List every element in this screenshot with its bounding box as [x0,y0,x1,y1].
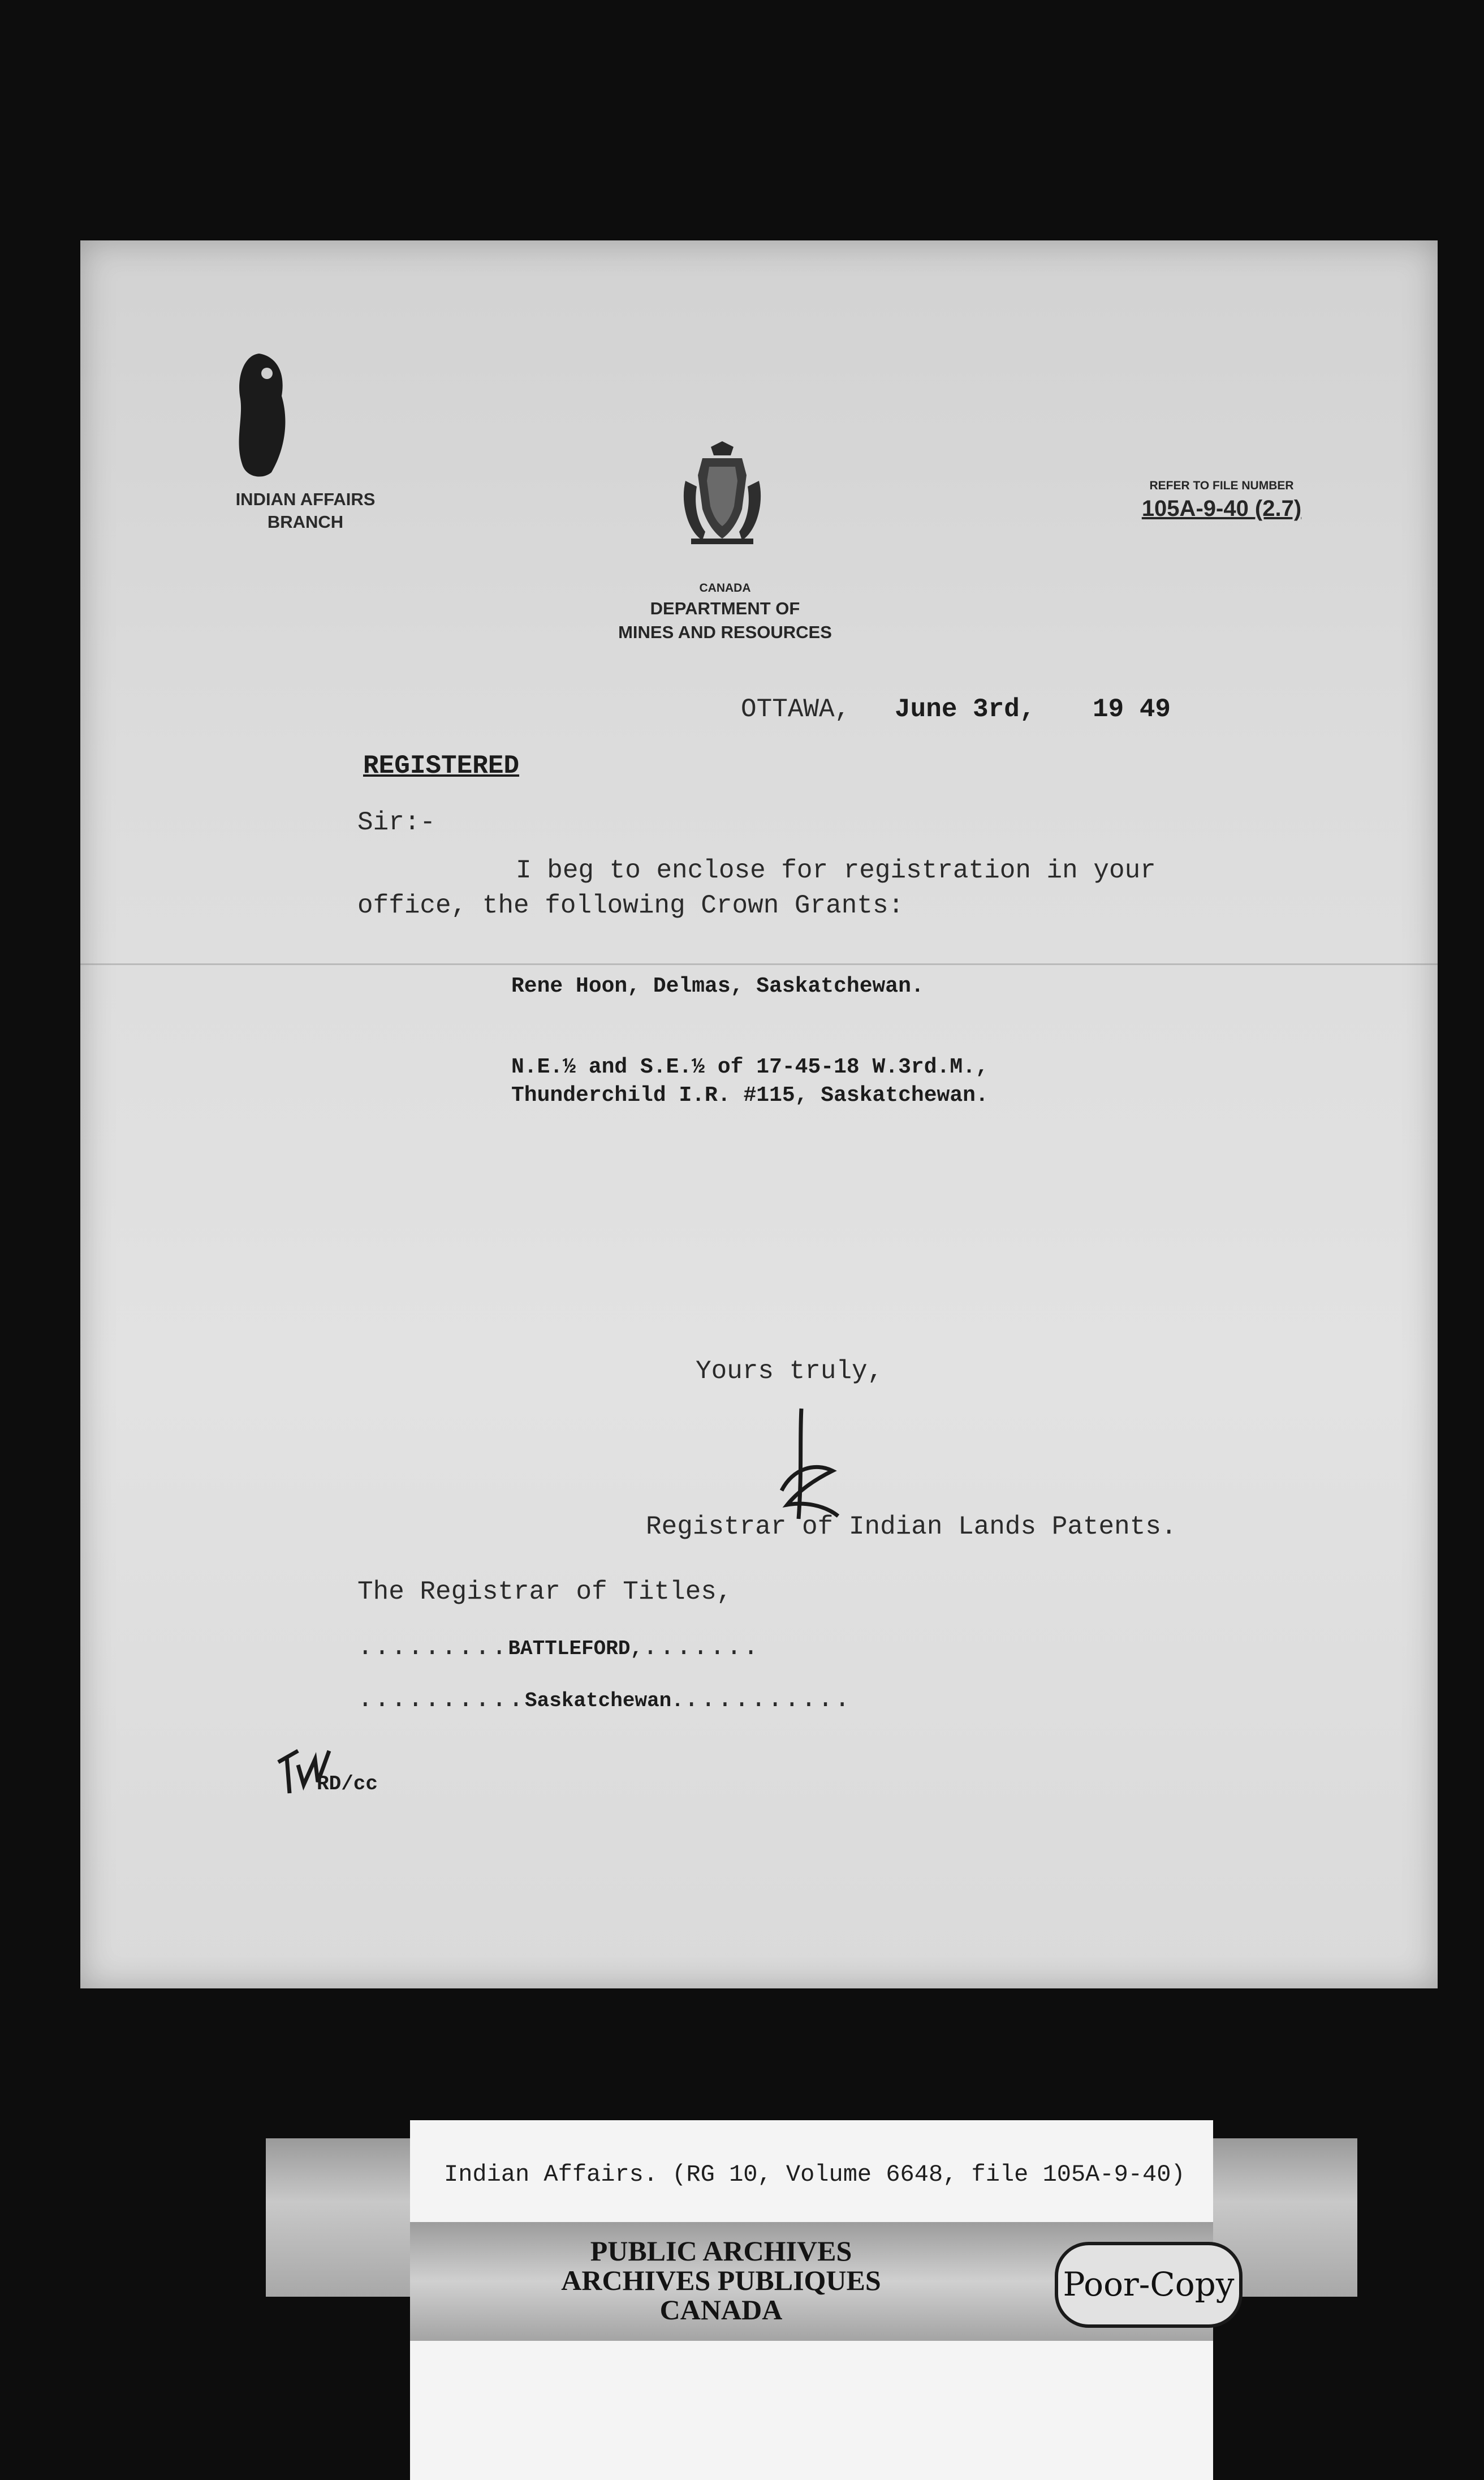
body-line-2: office, the following Crown Grants: [357,891,904,920]
branch-line-2: BRANCH [267,512,344,532]
dot-leader: ......... [357,1633,508,1662]
archives-name [551,2236,891,2324]
branch-name [215,488,396,533]
branch-line-1: INDIAN AFFAIRS [235,489,376,509]
dot-leader: ....... [642,1633,760,1662]
ink-blot-mark [232,351,294,481]
file-reference [1075,478,1369,523]
dot-leader: .......... [357,1685,525,1714]
typist-initials: RD/cc [317,1772,378,1796]
address-city-line [357,1631,760,1665]
date-year: 19 49 [1093,695,1171,724]
date-city: OTTAWA, [741,695,851,724]
address-province: Saskatchewan. [525,1689,684,1712]
grantee-line: Rene Hoon, Delmas, Saskatchewan. [511,974,924,998]
dot-leader: .......... [683,1685,851,1714]
archives-line-1: PUBLIC ARCHIVES [590,2235,852,2267]
body-line-1: I beg to enclose for registration in your [516,856,1156,885]
closing: Yours truly, [696,1357,883,1386]
archives-line-3: CANADA [659,2294,783,2326]
file-number: 105A-9-40 (2.7) [1141,496,1302,521]
land-description-line-1: N.E.½ and S.E.½ of 17-45-18 W.3rd.M., [511,1055,989,1079]
land-description-line-2: Thunderchild I.R. #115, Saskatchewan. [511,1083,989,1108]
archive-label [410,2120,1235,2480]
registered-heading: REGISTERED [363,751,520,781]
signature-title: Registrar of Indian Lands Patents. [646,1512,1177,1542]
department-heading [567,580,883,644]
address-province-line [357,1683,851,1717]
date-day: June 3rd, [895,695,1036,724]
coat-of-arms-icon [680,441,765,546]
archives-line-2: ARCHIVES PUBLIQUES [561,2264,881,2296]
page-fold-line [80,963,1438,965]
archive-reference: Indian Affairs. (RG 10, Volume 6648, file 105A-9-40) [444,2161,1185,2188]
refer-label: REFER TO FILE NUMBER [1149,479,1294,492]
letter-page [80,240,1438,1988]
country-label: CANADA [699,582,751,595]
poor-copy-stamp: Poor-Copy [1055,2242,1243,2328]
address-city: BATTLEFORD, [508,1637,643,1660]
department-line-1: DEPARTMENT OF [650,599,800,618]
salutation: Sir:- [357,808,436,837]
addressee: The Registrar of Titles, [357,1577,732,1607]
department-line-2: MINES AND RESOURCES [618,622,832,642]
